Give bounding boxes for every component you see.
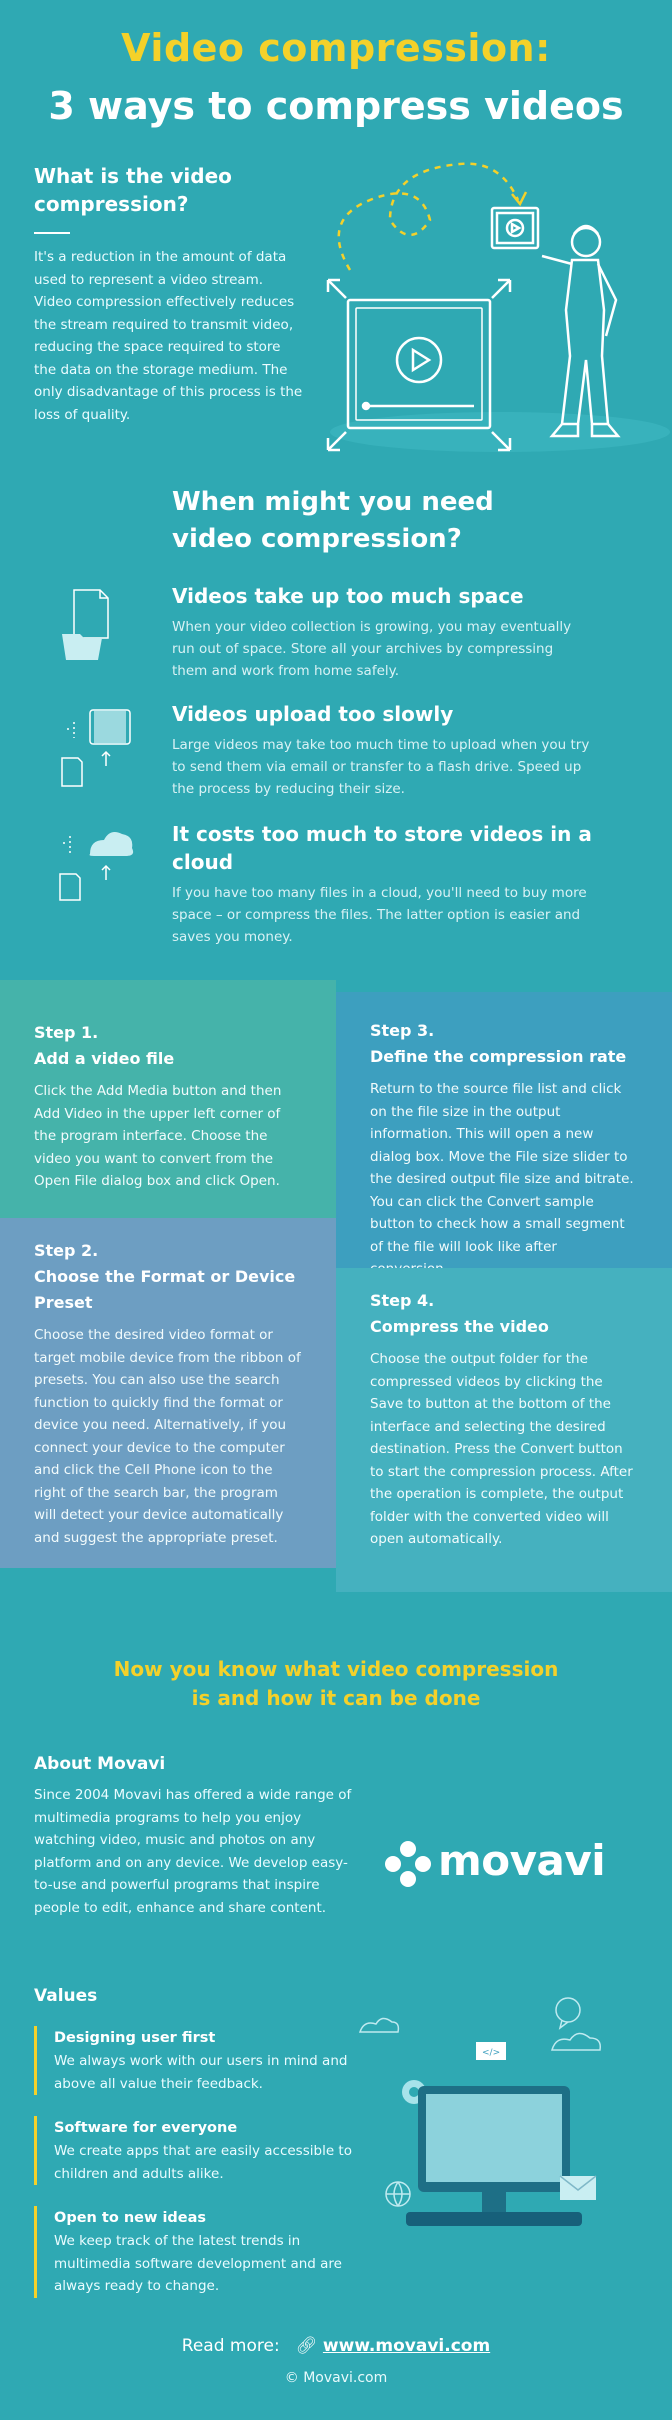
read-more-label: Read more:: [181, 2336, 280, 2356]
step-card: [0, 1218, 336, 1568]
value-title: Software for everyone: [54, 2120, 238, 2136]
movavi-logo: [384, 1838, 624, 1890]
conclusion-heading: [0, 1655, 672, 1713]
folder-icon: [60, 588, 110, 662]
movavi-logo-icon: [384, 1840, 432, 1888]
value-text: We always work with our users in mind and above all value their feedback.: [54, 2053, 348, 2092]
reason-item: [172, 700, 592, 800]
cloud-icon: [56, 826, 136, 902]
title-line-2: 3 ways to compress videos: [48, 84, 624, 128]
website-link[interactable]: www.movavi.com: [322, 2336, 491, 2356]
step-text: Click the Add Media button and then Add Video in the upper left corner of the program interface. Choose the video you want to convert from the Open File dialog box and click Open.: [34, 1083, 282, 1189]
title-line-1: Video compression:: [121, 26, 551, 70]
step-text: Return to the source file list and click on the file size in the output information. This will open a new dialog box. Move the File size slider to the desired output file size and bitrate. You can click the Convert sample button to check how a small segment of the file will look like after: [370, 1081, 634, 1255]
reason-title: Videos upload too slowly: [172, 702, 454, 726]
about-text: Since 2004 Movavi has offered a wide range of multimedia programs to help you enjoy watching video, music and photos on any platform and on any device. We develop easy-to-use and powerful programs that inspire people to edit, enhance and share content.: [34, 1787, 352, 1916]
step-title: Define the compression rate: [370, 1047, 627, 1066]
step-card: [336, 1268, 672, 1592]
about-heading: About Movavi: [34, 1754, 166, 1774]
value-title: Designing user first: [54, 2030, 216, 2046]
link-icon: 🔗︎: [295, 2336, 318, 2356]
value-item: [34, 2026, 364, 2095]
step-text: Choose the output folder for the compressed videos by clicking the Save to button at the bottom of the interface and selecting the desired destination. Press the Convert button to start the compression process. After the operation is complete, the output folder with the converted video will open automatically.: [370, 1351, 633, 1547]
step-label: Step 1.: [34, 1023, 99, 1042]
reason-text: If you have too many files in a cloud, you'll need to buy more space – or compress the files. The latter option is easier and saves you money.: [172, 885, 587, 945]
step-label: Step 2.: [34, 1241, 99, 1260]
read-more-line: [0, 2336, 672, 2356]
step-title: Choose the Format or Device Preset: [34, 1267, 296, 1312]
upload-icon: [58, 708, 134, 788]
value-item: [34, 2116, 364, 2185]
step-label: Step 3.: [370, 1021, 435, 1040]
value-text: We create apps that are easily accessible to children and adults alike.: [54, 2143, 352, 2182]
divider: [34, 232, 70, 234]
reason-text: Large videos may take too much time to upload when you try to send them via email or transfer to a flash drive. Speed up the process by reducing their size.: [172, 737, 590, 797]
svg-text:</>: </>: [482, 2048, 501, 2058]
conclusion-line-2: is and how it can be done: [191, 1686, 481, 1710]
reason-item: [172, 582, 592, 682]
what-is-heading: What is the video compression?: [34, 164, 232, 216]
step-label: Step 4.: [370, 1291, 435, 1310]
values-heading: Values: [34, 1986, 98, 2006]
copyright: © Movavi.com: [284, 2370, 388, 2386]
value-text: We keep track of the latest trends in multimedia software development and are always ready to change.: [54, 2233, 342, 2294]
computer-illustration: [356, 1990, 656, 2240]
conclusion-line-1: Now you know what video compression: [113, 1657, 559, 1681]
when-needed-heading: When might you need video compression?: [172, 487, 494, 554]
reason-title: It costs too much to store videos in a cloud: [172, 822, 592, 874]
steps-section: [0, 980, 672, 1612]
what-is-text: It's a reduction in the amount of data used to represent a video stream. Video compression effectively reduces the stream required to transmit video, reducing the space required to store the data on the storage medium. The only disadvantage of this process is the loss of quality.: [34, 249, 303, 423]
reason-title: Videos take up too much space: [172, 584, 524, 608]
step-card: [0, 980, 336, 1218]
value-title: Open to new ideas: [54, 2210, 207, 2226]
reason-text: When your video collection is growing, you may eventually run out of space. Store all your archives by compressing them and work from home safely.: [172, 619, 572, 679]
step-card: [336, 992, 672, 1268]
step-title: Add a video file: [34, 1049, 175, 1068]
step-text: Choose the desired video format or target mobile device from the ribbon of presets. You can also use the search function to quickly find the format or device you need. Alternatively, if you connect your device to the computer and click the Cell Phone icon to the right of the search bar, the program will detect your device automatically and suggest the appropriate preset.: [34, 1327, 301, 1546]
compression-illustration: [280, 160, 672, 470]
step-title: Compress the video: [370, 1317, 549, 1336]
value-item: [34, 2206, 364, 2298]
reason-item: [172, 820, 592, 948]
movavi-logo-text: movavi: [438, 1836, 606, 1885]
